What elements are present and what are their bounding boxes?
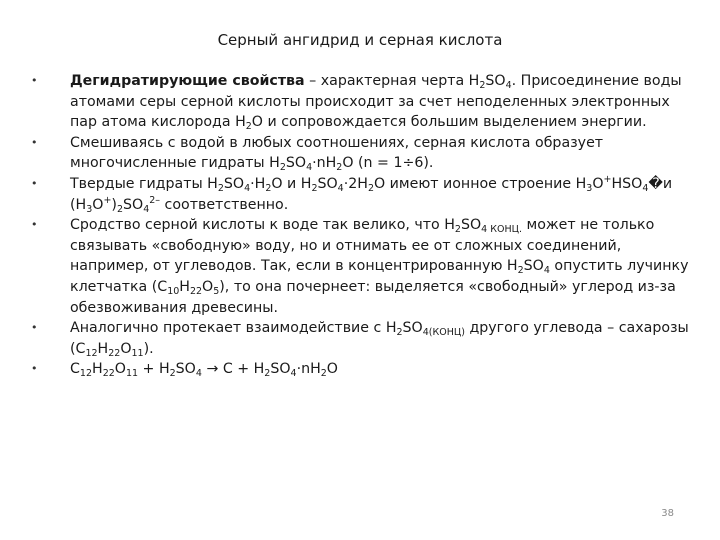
list-item-dehydrating [28, 71, 693, 133]
list-item-equation [28, 359, 693, 380]
list-item-text: Дегидратирующие свойства – характерная черта $H_2SO_4$. Присоединение воды атомами серы серной кислоты происходит за счет неподеленных электронных пар атома кислорода $H_2O$ и сопровождается большим выделением энергии. [70, 73, 682, 133]
list-item-solid-hydrates [28, 174, 693, 215]
bullet-icon: • [31, 74, 38, 87]
bullet-icon: • [31, 362, 38, 376]
bullet-icon: • [31, 218, 38, 232]
list-item-text: Твердые гидраты $H_2SO_4\cdot H_2O$ и $H_2SO_4\cdot 2H_2O$ имеют ионное строение $H_3O^+HSO_4�и$ $(H_3O^+)_2SO_4^{2-}$ соответственно. [70, 173, 673, 215]
slide-title: Серный ангидрид и серная кислота [217, 31, 503, 49]
list-item-hydrates [28, 133, 693, 174]
list-item-text: Аналогично протекает взаимодействие с $H_2SO_{4(КОНЦ)}$ другого углевода – сахарозы $(C_{12}H_{22}O_{11})$. [70, 320, 689, 359]
list-item-text: Сродство серной кислоты к воде так велико, что $H_2SO_{4 КОНЦ.}$ может не только связывать «свободную» воду, но и отнимать ее от сложных соединений, например, от углеводов. Так, если в концентрированную $H_2SO_4$ опустить лучинку клетчатка $(C_{10}H_{22}O_5)$, то она почернеет: выделяется «свободный» углерод из-за обезвоживания древесины. [70, 217, 689, 316]
list-item-sucrose [28, 318, 693, 359]
bullet-icon: • [31, 135, 38, 149]
page-number: 38 [661, 508, 674, 519]
list-item-text: Смешиваясь с водой в любых соотношениях, серная кислота образует многочисленные гидраты $H_2SO_4\cdot nH_2O$ (n = 1÷6). [70, 134, 604, 174]
list-item-text: $C_{12}H_{22}O_{11} + H_2SO_4 \to C + H_2SO_4\cdot nH_2O$ [70, 361, 338, 380]
bullet-list [28, 71, 693, 380]
list-item-affinity [28, 215, 693, 318]
bullet-icon: • [31, 176, 38, 190]
bullet-icon: • [31, 321, 38, 335]
